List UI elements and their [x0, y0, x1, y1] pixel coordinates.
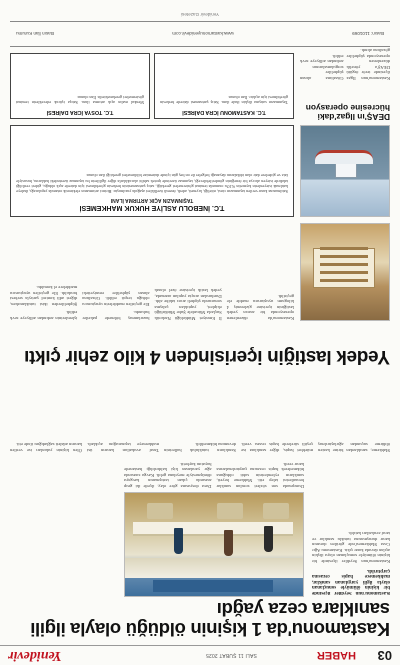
story1-paragraph: Mahkeme, sanıklardan birine kasten öldürme suçundan ağırlaştırılmış müebbet hapis, diğer sanıklara ise çeşitli sürelerde hapis cezası verdi. Sanıkların tutukluluk hallerinin devamına hükmedildi. [164, 442, 390, 453]
legal-ad-main [10, 125, 294, 217]
legal-ad-small-1 [154, 53, 294, 119]
story3-paragraph: Gözaltına alınan şüpheliler sorgulamalarının ardından adliyeye sevk edildi. [300, 53, 344, 81]
story2-paragraph: Şüphelilerden ikisi tutuklanırken, diğeri adli kontrol şartıyla serbest bırakıldı. Ele geçirilen uyuşturucu maddelere el konuldu. [10, 285, 78, 307]
story1-caption-block [124, 455, 304, 489]
story1-lead [312, 457, 390, 595]
legal-ad-body: Taşınmazın satışına ilişkin ihale ilanı. Satış şartnamesi dairede herkesin görebilmesi için açıktır. İlan olunur. [160, 94, 288, 105]
story1-paragraph: Duruşmada son sözleri sorulan sanıklar beraatlerini talep etti. Mahkeme heyeti, sanıkların eylemlerinin sabit olduğuna hükmederek hapis cezasına çarptırılmalarına karar verdi. [216, 461, 304, 489]
legal-ad-title: T.C. TOSYA İCRA DAİRESİ [46, 109, 114, 115]
story1-paragraph: Kastamonu'nun Seydiler ilçesinde bir kişinin ölümüyle sonuçlanan olaya ilişkin açılan davada karar çıktı. Kastamonu Ağır Ceza Mahkemesi'nde görülen davanın karar duruşmasına tutuklu sanıklar ve taraf avukatları katıldı. [312, 531, 390, 565]
story1-paragraph: Taraf avukatları kararın üst mahkemeye taşınacağını açıkladı. Ölen kişinin yakınları ise verilen kararın adaleti sağladığını ifade etti. [10, 442, 159, 453]
story2-paragraph: İl Emniyet Müdürlüğü Narkotik Suçlarla Mücadele Şube Müdürlüğü ekipleri, yaptıkları çalışma sonucunda şüpheli aracı takibe aldı. Durdurulan araçta yapılan aramada, yedek lastik içerisine özel olarak hazırlanmış bölmede paketler bulundu. [82, 288, 222, 321]
story2-headline: Yedek lastiğin içerisinden 4 kilo zehir çıktı [24, 346, 390, 367]
story1-photo [124, 492, 304, 597]
story2-body [10, 223, 294, 321]
legal-ad-small-2 [10, 53, 150, 119]
story1-lead-text: Kastamonu'nun Seydiler ilçesinde bir kişinin ölümüyle sonuçlanan olayla ilgili yargılanan sanıklar, mahkemece hapis cezasına çarptırıldı. [312, 567, 390, 595]
story1-headline: Kastamonu'da 1 kişinin öldüğü olayla ilgili sanıklara ceza yağdı [30, 599, 390, 640]
legal-ad-body: Menkul malın açık artırma ilanı. Satışa iştirak edeceklerin teminat göstermeleri gerekmektedir. İlan olunur. [16, 94, 144, 105]
story2-paragraph: Kastamonu'da düzenlenen operasyonda bir aracın yedek lastiğinin içerisine gizlenmiş 4 kilogram uyuşturucu madde ele geçirildi. [226, 293, 294, 321]
legal-ad-title: T.C. KASTAMONU İCRA DAİRESİ [182, 109, 266, 115]
story3-photo [300, 125, 390, 217]
story2-paragraph: Ele geçirilen maddelerin uyuşturucu olduğu tespit edildi. Gözaltına alınan şüpheliler emniyetteki işlemlerinin ardından adliyeye sevk edildi. [10, 290, 150, 321]
legal-ad-title: T.C. İNEBOLU ASLİYE HUKUK MAHKEMESİ [79, 204, 225, 211]
masthead [0, 645, 400, 665]
page-number: 03 [377, 648, 392, 663]
bottom-tag: Yenidevir Gazetesi [180, 12, 220, 17]
brand-logo[interactable]: Yenidevir [8, 648, 62, 664]
legal-ad-subtitle: TAŞINMAZIN AÇIK ARTIRMA İLANI [110, 197, 194, 203]
section-label: HABER [316, 649, 356, 662]
story3-headline: DEAŞ'ın Ilgaz'daki hücresine operasyon [305, 102, 390, 122]
story2-photo [300, 223, 390, 321]
legal-ad-body: Satılmasına karar verilen taşınmazın cinsi, niteliği, kıymeti, adedi, önemli özellikleri aşağıda yazılmıştır. Birinci artırmanın elektronik ortamda yapılacağı, ihaleye katılmak isteyenlerin kıymetin %10'u oranında teminat göstermeleri gerektiği, satış şartnamesinin herkesin görebilmesi için dairede açık olduğu, gideri verildiği takdirde isteyen alıcıya bir örneğinin gönderilebileceği, taşınmaz üzerinde ipotek sahibi alacaklılarla diğer ilgililerin bu taşınmaz üzerindeki haklarını, hususiyle faiz ve giderlere dair olan iddialarını dayanağı belgeler ile on beş gün içinde dairemize bildirmeleri gerektiği ilan olunur. [16, 173, 288, 194]
story3-paragraph: Kastamonu'nun Ilgaz ilçesinde terör örgütü DEAŞ'a yönelik düzenlenen operasyonda şüpheliler gözaltına alındı. [346, 48, 390, 81]
page-footer [10, 21, 390, 47]
footer-left: Basın: 1101069 [352, 31, 384, 37]
story1-paragraph: Dava dosyasına göre olay, ilçede iki grup arasında çıkan tartışmanın kavgaya dönüşmesiyle meydana geldi. Kavga sırasında ağır yaralanan kişi kaldırıldığı hastanede hayatını kaybetti. [124, 461, 212, 489]
issue-date: SALI 11 ŞUBAT 2025 [205, 652, 257, 659]
footer-right: Basın İlan Kurumu [16, 31, 54, 37]
story1-body [10, 373, 390, 453]
footer-website-link[interactable]: www.kastamonuyenidevir.com [172, 31, 234, 37]
